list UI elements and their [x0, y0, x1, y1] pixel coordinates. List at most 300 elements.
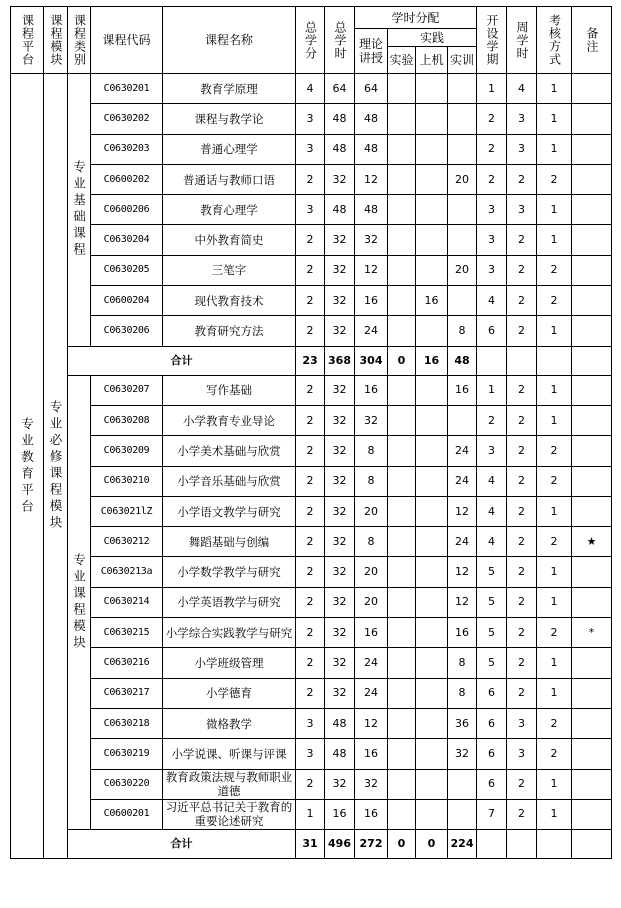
cell-hours: 32: [325, 375, 355, 405]
cell-semester: 5: [477, 618, 507, 648]
cell-theory: 16: [355, 375, 388, 405]
cell-training: [448, 195, 477, 225]
cell-weekly: 3: [507, 195, 537, 225]
cell-credits: 2: [296, 587, 325, 617]
cell-training: 32: [448, 739, 477, 769]
cell-semester: 5: [477, 648, 507, 678]
subtotal-credits: 23: [296, 346, 325, 375]
cell-weekly: 2: [507, 527, 537, 557]
cell-credits: 2: [296, 557, 325, 587]
table-row: [11, 648, 612, 678]
cell-semester: 3: [477, 436, 507, 466]
cell-computer: [416, 496, 448, 526]
subtotal-theory: 304: [355, 346, 388, 375]
cell-remark: [572, 587, 612, 617]
table-row: [11, 739, 612, 769]
cell-weekly: 2: [507, 799, 537, 829]
cell-hours: 32: [325, 405, 355, 435]
cell-remark: [572, 164, 612, 194]
course-code: C0630214: [91, 587, 163, 617]
course-name: 普通话与教师口语: [163, 164, 296, 194]
cell-experiment: [388, 708, 416, 738]
cell-exam: 1: [537, 195, 572, 225]
cell-computer: [416, 316, 448, 346]
course-name: 小学德育: [163, 678, 296, 708]
cell-remark: [572, 134, 612, 164]
course-code: C0630210: [91, 466, 163, 496]
cell-exam: 2: [537, 436, 572, 466]
cell-hours: 64: [325, 74, 355, 104]
cell-weekly: 2: [507, 316, 537, 346]
cell-theory: 32: [355, 769, 388, 799]
cell-theory: 12: [355, 164, 388, 194]
cell-experiment: [388, 225, 416, 255]
cell-weekly: 2: [507, 405, 537, 435]
cell-credits: 4: [296, 74, 325, 104]
subtotal-experiment: 0: [388, 830, 416, 859]
cell-exam: 1: [537, 557, 572, 587]
cell-training: [448, 286, 477, 316]
cell-training: [448, 405, 477, 435]
course-name: 教育研究方法: [163, 316, 296, 346]
cell-semester: 1: [477, 74, 507, 104]
cell-remark: [572, 466, 612, 496]
cell-remark: [572, 436, 612, 466]
cell-hours: 32: [325, 648, 355, 678]
cell-computer: [416, 739, 448, 769]
cell-exam: 1: [537, 316, 572, 346]
cell-credits: 2: [296, 436, 325, 466]
cell-remark: [572, 286, 612, 316]
cell-remark: [572, 74, 612, 104]
cell-weekly: 2: [507, 466, 537, 496]
table-row: [11, 527, 612, 557]
cell-remark: [572, 195, 612, 225]
cell-exam: 2: [537, 286, 572, 316]
table-row: [11, 496, 612, 526]
cell-weekly: 2: [507, 436, 537, 466]
cell-remark: [572, 769, 612, 799]
cell-semester: 6: [477, 769, 507, 799]
cell-computer: [416, 678, 448, 708]
cell-computer: [416, 648, 448, 678]
cell-computer: 16: [416, 286, 448, 316]
course-code: C0630209: [91, 436, 163, 466]
cell-weekly: 2: [507, 225, 537, 255]
cell-training: 12: [448, 496, 477, 526]
subtotal-remark: [572, 346, 612, 375]
cell-weekly: 3: [507, 104, 537, 134]
table-row: [11, 164, 612, 194]
cell-theory: 64: [355, 74, 388, 104]
table-row: [11, 557, 612, 587]
course-code: C0630219: [91, 739, 163, 769]
cell-theory: 16: [355, 739, 388, 769]
cell-computer: [416, 375, 448, 405]
table-row: [11, 195, 612, 225]
cell-credits: 2: [296, 225, 325, 255]
cell-training: [448, 799, 477, 829]
header-training: 实训: [448, 47, 477, 74]
cell-training: 24: [448, 527, 477, 557]
course-name: 小学音乐基础与欣赏: [163, 466, 296, 496]
course-code: C0630213a: [91, 557, 163, 587]
cell-remark: [572, 405, 612, 435]
cell-theory: 20: [355, 587, 388, 617]
cell-hours: 32: [325, 436, 355, 466]
cell-training: [448, 769, 477, 799]
subtotal-hours: 368: [325, 346, 355, 375]
subtotal-exam: [537, 830, 572, 859]
course-name: 小学综合实践教学与研究: [163, 618, 296, 648]
header-hours: 总学时: [325, 7, 355, 74]
cell-credits: 3: [296, 739, 325, 769]
table-row: [11, 466, 612, 496]
cell-experiment: [388, 255, 416, 285]
header-practice: 实践: [388, 29, 477, 47]
cell-theory: 20: [355, 557, 388, 587]
cell-computer: [416, 618, 448, 648]
cell-experiment: [388, 164, 416, 194]
cell-training: 36: [448, 708, 477, 738]
cell-computer: [416, 74, 448, 104]
cell-weekly: 2: [507, 648, 537, 678]
course-name: 普通心理学: [163, 134, 296, 164]
cell-semester: 3: [477, 255, 507, 285]
cell-theory: 32: [355, 405, 388, 435]
cell-semester: 6: [477, 316, 507, 346]
subtotal-training: 224: [448, 830, 477, 859]
header-platform: 课程平台: [11, 7, 44, 74]
course-name: 习近平总书记关于教育的重要论述研究: [163, 799, 296, 829]
cell-exam: 2: [537, 739, 572, 769]
subtotal-hours: 496: [325, 830, 355, 859]
cell-training: 24: [448, 436, 477, 466]
cell-semester: 2: [477, 164, 507, 194]
cell-training: 12: [448, 587, 477, 617]
cell-exam: 2: [537, 618, 572, 648]
cell-training: 12: [448, 557, 477, 587]
cell-credits: 1: [296, 799, 325, 829]
cell-hours: 32: [325, 527, 355, 557]
course-name: 小学语文教学与研究: [163, 496, 296, 526]
subtotal-row: [11, 830, 612, 859]
cell-theory: 24: [355, 678, 388, 708]
cell-credits: 2: [296, 316, 325, 346]
table-row: [11, 405, 612, 435]
cell-remark: *: [572, 618, 612, 648]
cell-credits: 3: [296, 104, 325, 134]
cell-training: [448, 134, 477, 164]
cell-remark: [572, 557, 612, 587]
cell-experiment: [388, 587, 416, 617]
cell-hours: 48: [325, 104, 355, 134]
cell-experiment: [388, 104, 416, 134]
cell-hours: 32: [325, 618, 355, 648]
header-code: 课程代码: [91, 7, 163, 74]
cell-experiment: [388, 436, 416, 466]
cell-exam: 1: [537, 769, 572, 799]
cell-experiment: [388, 739, 416, 769]
course-code: C0630204: [91, 225, 163, 255]
cell-weekly: 2: [507, 375, 537, 405]
course-code: C0630202: [91, 104, 163, 134]
cell-semester: 5: [477, 557, 507, 587]
cell-remark: [572, 678, 612, 708]
course-name: 写作基础: [163, 375, 296, 405]
cell-computer: [416, 164, 448, 194]
cell-semester: 2: [477, 405, 507, 435]
cell-computer: [416, 557, 448, 587]
course-code: C0630208: [91, 405, 163, 435]
cell-experiment: [388, 618, 416, 648]
cell-semester: 1: [477, 375, 507, 405]
course-name: 教育学原理: [163, 74, 296, 104]
cell-experiment: [388, 405, 416, 435]
cell-exam: 1: [537, 134, 572, 164]
subtotal-computer: 16: [416, 346, 448, 375]
cell-weekly: 2: [507, 587, 537, 617]
cell-experiment: [388, 74, 416, 104]
course-code: C0630206: [91, 316, 163, 346]
cell-computer: [416, 708, 448, 738]
cell-exam: 1: [537, 225, 572, 255]
cell-theory: 24: [355, 316, 388, 346]
course-code: C0600202: [91, 164, 163, 194]
cell-remark: [572, 799, 612, 829]
curriculum-table: [10, 6, 612, 859]
course-code: C0630215: [91, 618, 163, 648]
cell-credits: 2: [296, 286, 325, 316]
course-code: C0630218: [91, 708, 163, 738]
cell-semester: 2: [477, 134, 507, 164]
cell-theory: 20: [355, 496, 388, 526]
cell-remark: [572, 104, 612, 134]
cell-semester: 4: [477, 527, 507, 557]
cell-theory: 48: [355, 104, 388, 134]
table-row: [11, 316, 612, 346]
cell-hours: 32: [325, 496, 355, 526]
cell-computer: [416, 405, 448, 435]
cell-remark: [572, 739, 612, 769]
category-cell: 专业课程模块: [68, 375, 91, 829]
course-name: 小学班级管理: [163, 648, 296, 678]
course-name: 小学教育专业导论: [163, 405, 296, 435]
cell-hours: 32: [325, 255, 355, 285]
cell-weekly: 2: [507, 164, 537, 194]
cell-theory: 12: [355, 255, 388, 285]
cell-semester: 7: [477, 799, 507, 829]
cell-theory: 32: [355, 225, 388, 255]
cell-training: 20: [448, 255, 477, 285]
table-row: [11, 134, 612, 164]
cell-semester: 5: [477, 587, 507, 617]
cell-weekly: 3: [507, 739, 537, 769]
cell-hours: 32: [325, 769, 355, 799]
course-code: C0600201: [91, 799, 163, 829]
cell-semester: 4: [477, 286, 507, 316]
cell-hours: 48: [325, 708, 355, 738]
cell-weekly: 4: [507, 74, 537, 104]
cell-exam: 1: [537, 405, 572, 435]
cell-training: 16: [448, 618, 477, 648]
cell-credits: 2: [296, 255, 325, 285]
cell-experiment: [388, 195, 416, 225]
subtotal-theory: 272: [355, 830, 388, 859]
course-name: 教育政策法规与教师职业道德: [163, 769, 296, 799]
cell-training: [448, 74, 477, 104]
subtotal-experiment: 0: [388, 346, 416, 375]
cell-semester: 3: [477, 225, 507, 255]
course-code: C0630205: [91, 255, 163, 285]
cell-exam: 2: [537, 466, 572, 496]
subtotal-label: 合计: [68, 346, 296, 375]
cell-semester: 2: [477, 104, 507, 134]
cell-semester: 4: [477, 496, 507, 526]
cell-hours: 32: [325, 678, 355, 708]
table-row: [11, 255, 612, 285]
cell-weekly: 2: [507, 769, 537, 799]
cell-exam: 1: [537, 74, 572, 104]
cell-remark: [572, 255, 612, 285]
cell-weekly: 2: [507, 496, 537, 526]
cell-hours: 32: [325, 557, 355, 587]
cell-theory: 16: [355, 618, 388, 648]
cell-experiment: [388, 375, 416, 405]
header-theory: 理论讲授: [355, 29, 388, 74]
course-code: C0630216: [91, 648, 163, 678]
cell-computer: [416, 255, 448, 285]
cell-exam: 2: [537, 164, 572, 194]
header-row-1: [11, 7, 612, 29]
table-row: [11, 587, 612, 617]
cell-training: 16: [448, 375, 477, 405]
header-computer: 上机: [416, 47, 448, 74]
cell-experiment: [388, 527, 416, 557]
cell-training: 8: [448, 678, 477, 708]
table-row: [11, 104, 612, 134]
cell-experiment: [388, 799, 416, 829]
cell-theory: 16: [355, 286, 388, 316]
course-name: 课程与教学论: [163, 104, 296, 134]
course-code: C0630207: [91, 375, 163, 405]
cell-theory: 8: [355, 527, 388, 557]
course-name: 小学说课、听课与评课: [163, 739, 296, 769]
cell-experiment: [388, 134, 416, 164]
course-name: 微格教学: [163, 708, 296, 738]
header-exam: 考核方式: [537, 7, 572, 74]
course-name: 小学英语教学与研究: [163, 587, 296, 617]
cell-hours: 32: [325, 316, 355, 346]
course-code: C0630220: [91, 769, 163, 799]
header-category: 课程类别: [68, 7, 91, 74]
cell-credits: 2: [296, 678, 325, 708]
cell-experiment: [388, 466, 416, 496]
header-name: 课程名称: [163, 7, 296, 74]
subtotal-training: 48: [448, 346, 477, 375]
table-row: [11, 286, 612, 316]
header-weekly: 周学时: [507, 7, 537, 74]
cell-theory: 8: [355, 436, 388, 466]
cell-experiment: [388, 769, 416, 799]
cell-computer: [416, 104, 448, 134]
cell-exam: 1: [537, 496, 572, 526]
course-code: C0600206: [91, 195, 163, 225]
cell-hours: 48: [325, 739, 355, 769]
cell-exam: 1: [537, 375, 572, 405]
cell-credits: 2: [296, 527, 325, 557]
cell-semester: 4: [477, 466, 507, 496]
cell-experiment: [388, 557, 416, 587]
course-code: C0630201: [91, 74, 163, 104]
cell-semester: 6: [477, 708, 507, 738]
cell-weekly: 2: [507, 618, 537, 648]
cell-exam: 1: [537, 587, 572, 617]
cell-computer: [416, 527, 448, 557]
cell-hours: 32: [325, 286, 355, 316]
course-name: 现代教育技术: [163, 286, 296, 316]
cell-training: 20: [448, 164, 477, 194]
cell-remark: ★: [572, 527, 612, 557]
cell-hours: 48: [325, 195, 355, 225]
cell-remark: [572, 225, 612, 255]
cell-theory: 8: [355, 466, 388, 496]
cell-credits: 2: [296, 466, 325, 496]
cell-computer: [416, 587, 448, 617]
course-code: C063021lZ: [91, 496, 163, 526]
cell-remark: [572, 648, 612, 678]
cell-computer: [416, 225, 448, 255]
course-name: 中外教育简史: [163, 225, 296, 255]
table-row: [11, 799, 612, 829]
cell-weekly: 3: [507, 134, 537, 164]
course-name: 舞蹈基础与创编: [163, 527, 296, 557]
cell-computer: [416, 769, 448, 799]
cell-exam: 1: [537, 678, 572, 708]
cell-credits: 2: [296, 405, 325, 435]
cell-weekly: 2: [507, 286, 537, 316]
cell-theory: 12: [355, 708, 388, 738]
cell-experiment: [388, 286, 416, 316]
platform-cell: 专业教育平台: [11, 74, 44, 859]
header-distribution: 学时分配: [355, 7, 477, 29]
table-row: [11, 618, 612, 648]
cell-computer: [416, 195, 448, 225]
course-code: C0630212: [91, 527, 163, 557]
cell-credits: 2: [296, 769, 325, 799]
cell-hours: 32: [325, 587, 355, 617]
cell-remark: [572, 375, 612, 405]
course-code: C0630217: [91, 678, 163, 708]
course-name: 三笔字: [163, 255, 296, 285]
cell-semester: 6: [477, 739, 507, 769]
cell-experiment: [388, 316, 416, 346]
cell-remark: [572, 708, 612, 738]
cell-weekly: 2: [507, 557, 537, 587]
cell-theory: 24: [355, 648, 388, 678]
cell-exam: 2: [537, 527, 572, 557]
cell-weekly: 2: [507, 255, 537, 285]
category-cell: 专业基础课程: [68, 74, 91, 347]
subtotal-computer: 0: [416, 830, 448, 859]
header-credits: 总学分: [296, 7, 325, 74]
cell-experiment: [388, 496, 416, 526]
header-experiment: 实验: [388, 47, 416, 74]
cell-remark: [572, 496, 612, 526]
table-row: [11, 375, 612, 405]
cell-hours: 32: [325, 225, 355, 255]
table-row: [11, 436, 612, 466]
